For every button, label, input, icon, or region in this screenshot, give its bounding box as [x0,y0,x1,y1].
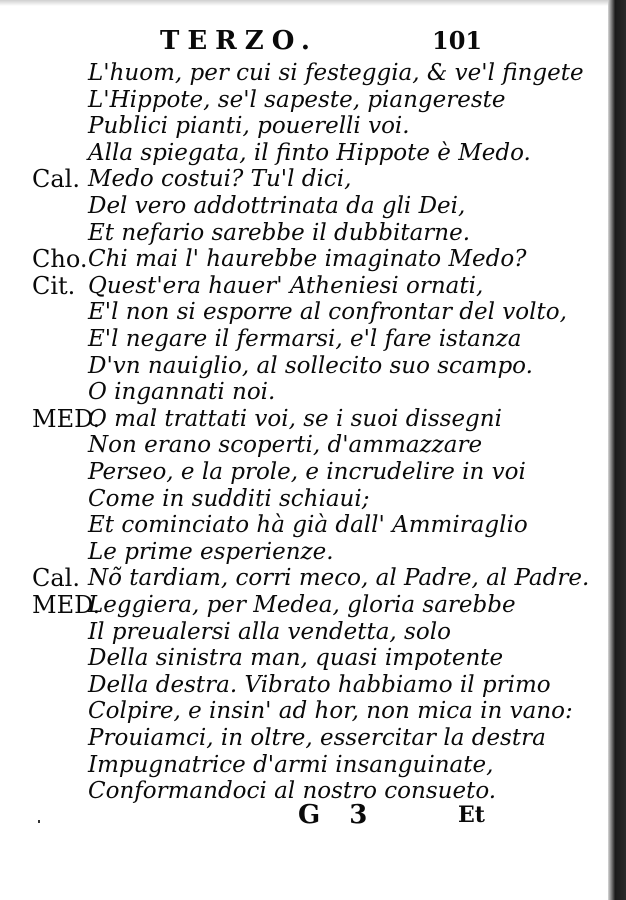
verse-text: Alla spiegata, il finto Hippote è Medo. [88,139,531,166]
verse-line [0,138,600,168]
signature-mark: G 3 [298,800,378,830]
verse-text: D'vn nauiglio, al sollecito suo scampo. [88,352,533,379]
verse-text: Colpire, e insin' ad hor, non mica in vano: [88,698,573,725]
verse-text: L'huom, per cui si festeggia, & ve'l fingete [88,60,584,86]
verse-line [0,723,600,753]
verse-line [0,537,600,567]
verse-text: Della destra. Vibrato habbiamo il primo [88,671,551,698]
verse-line [0,484,600,514]
verse-line [0,324,600,354]
verse-text: Quest'era hauer' Atheniesi ornati, [88,272,484,299]
speaker-label: Cal. [32,165,80,194]
verse-line [0,377,600,407]
page-number: 101 [432,26,483,55]
verse-line [0,750,600,780]
verse-text: Conformandoci al nostro consueto. [88,778,497,805]
verse-text: L'Hippote, se'l sapeste, piangereste [88,86,506,113]
page-top-shadow [0,0,626,6]
verse-line [0,297,600,327]
verse-text: Leggiera, per Medea, gloria sarebbe [88,592,516,618]
verse-text: Come in sudditi schiaui; [88,485,370,512]
verse-text: Medo costui? Tu'l dici, [88,166,352,193]
verse-line [0,111,600,141]
catchword: Et [458,802,485,828]
verse-text: E'l negare il fermarsi, e'l fare istanza [88,326,522,352]
verse-line [0,191,600,221]
verse-line [0,617,600,647]
verse-line [0,58,600,88]
speaker-label: Cit. [32,271,76,300]
verse-line [0,590,600,620]
verse-text: Non erano scoperti, d'ammazzare [88,432,483,459]
verse-text: O ingannati noi. [88,379,276,406]
verse-text: E'l non si esporre al confrontar del volto, [88,299,567,326]
verse-text: Il preualersi alla vendetta, solo [88,618,451,645]
verse-text: Nõ tardiam, corri meco, al Padre, al Padre. [88,565,590,592]
verse-line [0,218,600,248]
speaker-label: MED. [32,404,101,433]
verse-line [0,404,600,434]
page-right-edge [608,0,626,900]
verse-text: Perseo, e la prole, e incrudelire in voi [88,459,526,485]
speaker-label: Cal. [32,564,80,593]
verse-line [0,164,600,194]
verse-text: O mal trattati voi, se i suoi dissegni [88,405,502,432]
verse-line [0,563,600,593]
verse-line [0,351,600,381]
verse-text: Prouiamci, in oltre, essercitar la destra [88,725,546,751]
verse-text: Et nefario sarebbe il dubbitarne. [88,219,471,246]
verse-line [0,457,600,487]
verse-line [0,244,600,274]
verse-line [0,510,600,540]
verse-line [0,271,600,301]
running-title: TERZO. [160,26,318,56]
verse-text: Le prime esperienze. [88,538,334,565]
ink-speck [38,820,40,823]
verse-text: Impugnatrice d'armi insanguinate, [88,751,494,778]
verse-line [0,430,600,460]
verse-text: Del vero addottrinata da gli Dei, [88,193,466,219]
verse-line [0,696,600,726]
verse-text: Della sinistra man, quasi impotente [88,645,504,672]
verse-line [0,670,600,700]
speaker-label: Cho. [32,245,88,274]
verse-line [0,85,600,115]
verse-line [0,643,600,673]
verse-text: Publici pianti, pouerelli voi. [88,113,410,140]
speaker-label: MED. [32,591,101,619]
verse-text: Et cominciato hà già dall' Ammiraglio [88,512,528,539]
verse-text: Chi mai l' haurebbe imaginato Medo? [88,246,527,273]
